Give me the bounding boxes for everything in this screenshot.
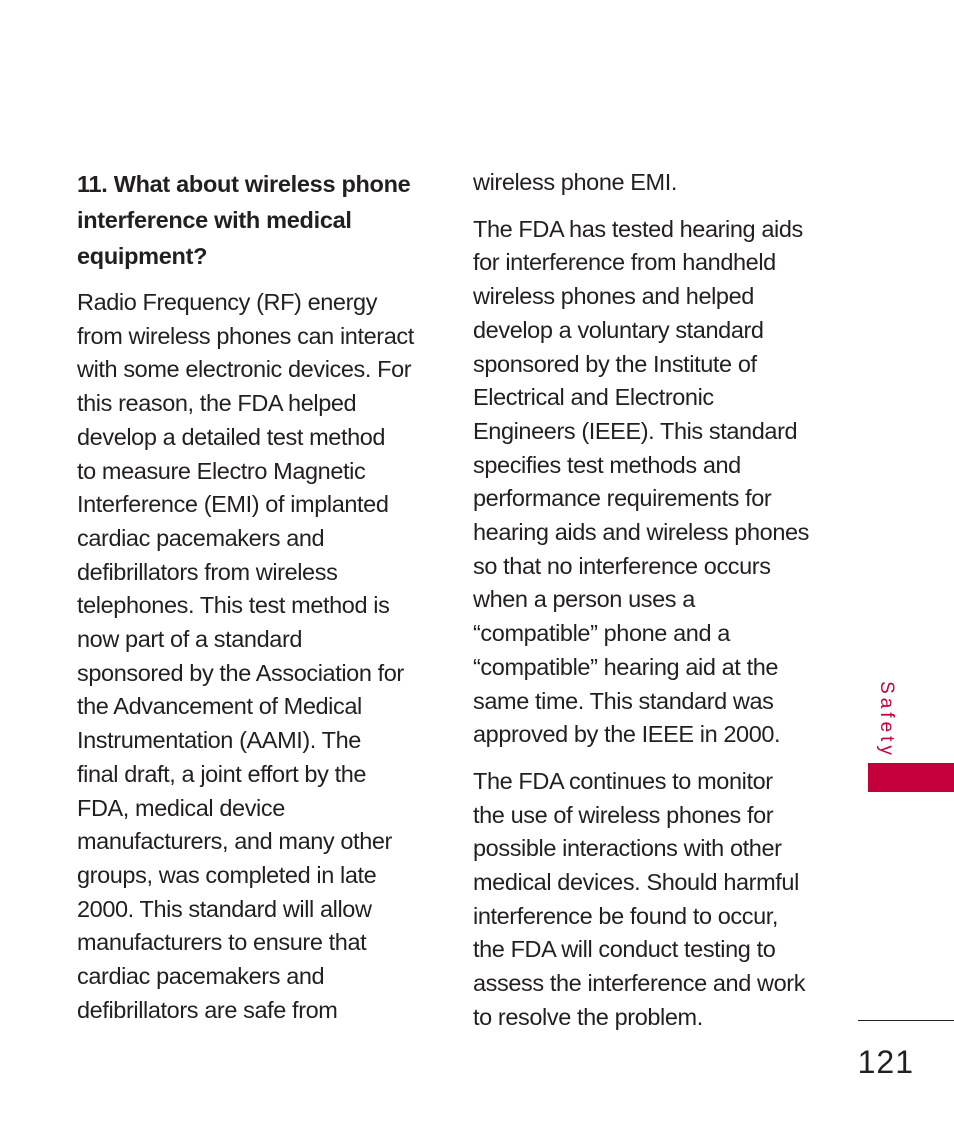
text-line: hearing aids and wireless phones [473,519,810,546]
text-line: 2000. This standard will allow [77,895,372,922]
text-line: manufacturers to ensure that [77,929,367,956]
text-line: interference be found to occur, [473,902,779,929]
text-line: same time. This standard was [473,687,774,714]
text-line: cardiac pacemakers and [77,963,325,990]
text-line: “compatible” hearing aid at the [473,653,779,680]
text-line: to resolve the problem. [473,1003,703,1030]
text-line: “compatible” phone and a [473,620,730,647]
text-line: The FDA has tested hearing aids [473,215,803,242]
body-paragraph-fda-monitoring [473,765,833,1035]
text-line: The FDA continues to monitor [473,767,773,794]
text-line: performance requirements for [473,485,772,512]
text-line: medical devices. Should harmful [473,869,799,896]
text-line: the FDA will conduct testing to [473,936,776,963]
text-line: final draft, a joint effort by the [77,760,367,787]
heading-line: 11. What about wireless phone [77,171,411,197]
text-line: sponsored by the Association for [77,659,404,686]
text-line: for interference from handheld [473,249,776,276]
text-line: Engineers (IEEE). This standard [473,417,798,444]
section-tab-marker [868,763,954,792]
text-line: develop a detailed test method [77,423,386,450]
body-paragraph-hearing-aids [473,213,833,752]
heading-line: equipment? [77,243,208,269]
section-tab-label: Safety [876,681,897,759]
page-number-divider [858,1020,954,1021]
left-column [77,166,437,1040]
text-line: Interference (EMI) of implanted [77,491,389,518]
text-line: Electrical and Electronic [473,384,714,411]
text-line: when a person uses a [473,586,695,613]
section-heading [77,166,437,274]
text-line: FDA, medical device [77,794,285,821]
text-line: develop a voluntary standard [473,316,764,343]
text-line: the use of wireless phones for [473,801,774,828]
body-paragraph-continuation [473,166,833,200]
text-line: telephones. This test method is [77,592,390,619]
text-line: defibrillators from wireless [77,558,338,585]
right-column [473,166,833,1048]
text-line: approved by the IEEE in 2000. [473,721,781,748]
text-line: this reason, the FDA helped [77,390,357,417]
text-line: the Advancement of Medical [77,693,362,720]
text-line: defibrillators are safe from [77,996,338,1023]
text-line: wireless phone EMI. [473,169,677,195]
text-line: sponsored by the Institute of [473,350,757,377]
text-line: with some electronic devices. For [77,356,412,383]
text-line: now part of a standard [77,626,303,653]
text-line: manufacturers, and many other [77,828,392,855]
text-line: to measure Electro Magnetic [77,457,366,484]
text-line: wireless phones and helped [473,283,754,310]
text-line: Radio Frequency (RF) energy [77,289,378,315]
text-line: from wireless phones can interact [77,322,414,349]
text-line: so that no interference occurs [473,552,771,579]
heading-line: interference with medical [77,207,352,233]
text-line: cardiac pacemakers and [77,524,325,551]
text-line: specifies test methods and [473,451,741,478]
body-paragraph-rf-energy [77,286,437,1027]
text-line: assess the interference and work [473,970,806,997]
text-line: Instrumentation (AAMI). The [77,727,361,754]
page-number: 121 [857,1044,914,1080]
text-line: groups, was completed in late [77,861,377,888]
text-line: possible interactions with other [473,835,782,862]
